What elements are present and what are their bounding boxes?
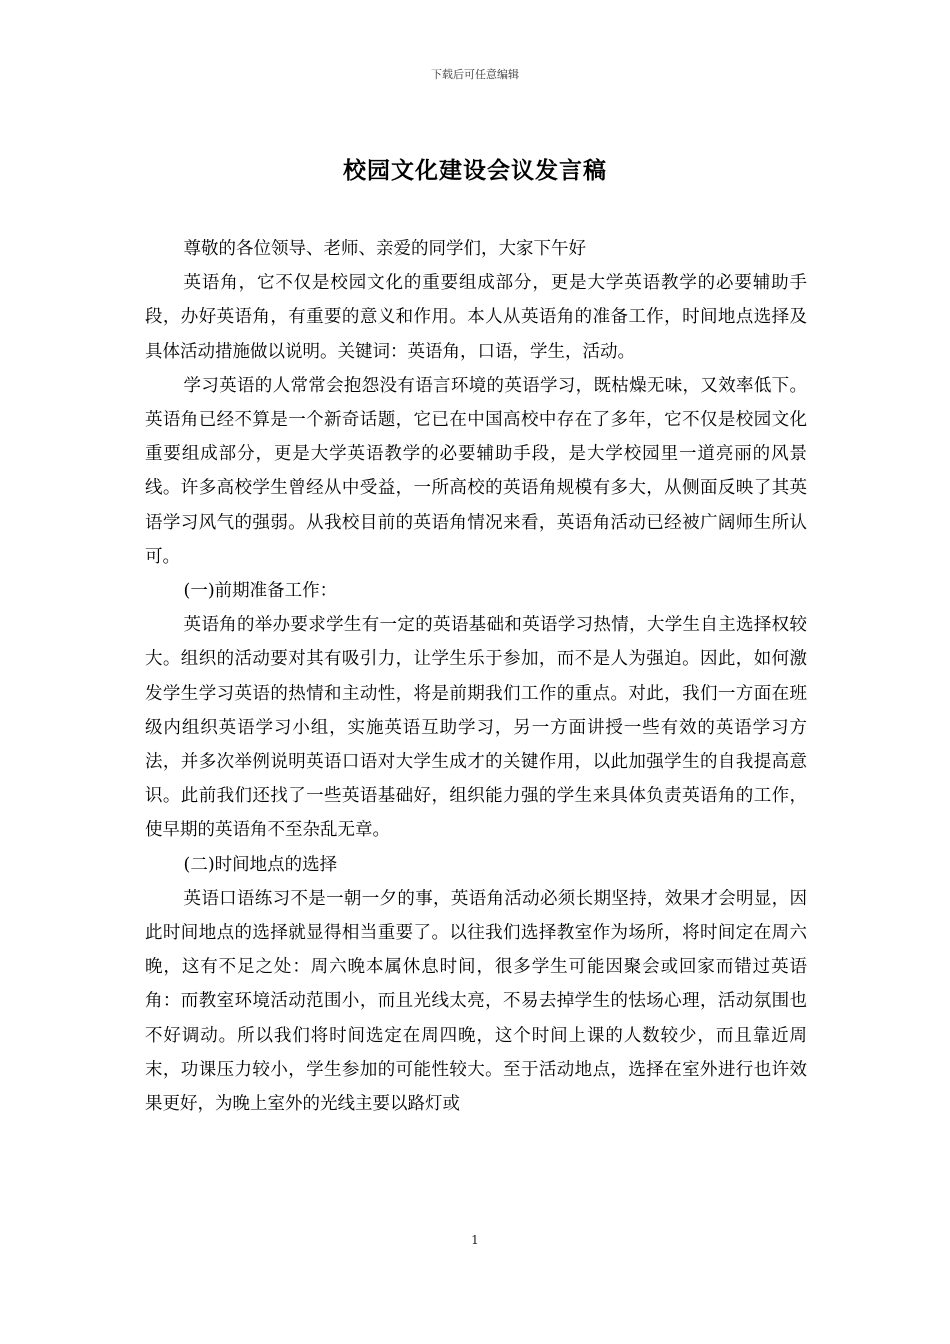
section-heading: (二)时间地点的选择 [183,854,338,875]
document-body [145,232,807,1121]
paragraph: 英语角，它不仅是校园文化的重要组成部分，更是大学英语教学的必要辅助手段，办好英语角，有重要的意义和作用。本人从英语角的准备工作，时间地点选择及具体活动措施做以说明。关键词：英语角，口语，学生，活动。 [145,273,807,362]
paragraph: 英语角的举办要求学生有一定的英语基础和英语学习热情，大学生自主选择权较大。组织的活动要对其有吸引力，让学生乐于参加，而不是人为强迫。因此，如何激发学生学习英语的热情和主动性，将是前期我们工作的重点。对此，我们一方面在班级内组织英语学习小组，实施英语互助学习，另一方面讲授一些有效的英语学习方法，并多次举例说明英语口语对大学生成才的关键作用，以此加强学生的自我提高意识。此前我们还找了一些英语基础好，组织能力强的学生来具体负责英语角的工作，使早期的英语角不至杂乱无章。 [145,615,807,841]
section-heading: (一)前期准备工作： [183,581,338,602]
paragraph: 英语口语练习不是一朝一夕的事，英语角活动必须长期坚持，效果才会明显，因此时间地点的选择就显得相当重要了。以往我们选择教室作为场所，将时间定在周六晚，这有不足之处：周六晚本属休息时间，很多学生可能因聚会或回家而错过英语角：而教室环境活动范围小，而且光线太亮，不易去掉学生的怯场心理，活动氛围也不好调动。所以我们将时间选定在周四晚，这个时间上课的人数较少，而且靠近周末，功课压力较小，学生参加的可能性较大。至于活动地点，选择在室外进行也许效果更好，为晚上室外的光线主要以路灯或 [145,888,807,1115]
paragraph: 学习英语的人常常会抱怨没有语言环境的英语学习，既枯燥无味，又效率低下。英语角已经不算是一个新奇话题，它已在中国高校中存在了多年，它不仅是校园文化重要组成部分，更是大学英语教学的必要辅助手段，是大学校园里一道亮丽的风景线。许多高校学生曾经从中受益，一所高校的英语角规模有多大，从侧面反映了其英语学习风气的强弱。从我校目前的英语角情况来看，英语角活动已经被广阔师生所认可。 [145,375,807,567]
header-note: 下载后可任意编辑 [431,68,519,81]
page-number: 1 [471,1233,479,1247]
paragraph-greeting: 尊敬的各位领导、老师、亲爱的同学们，大家下午好 [183,239,586,259]
document-title: 校园文化建设会议发言稿 [343,157,607,184]
